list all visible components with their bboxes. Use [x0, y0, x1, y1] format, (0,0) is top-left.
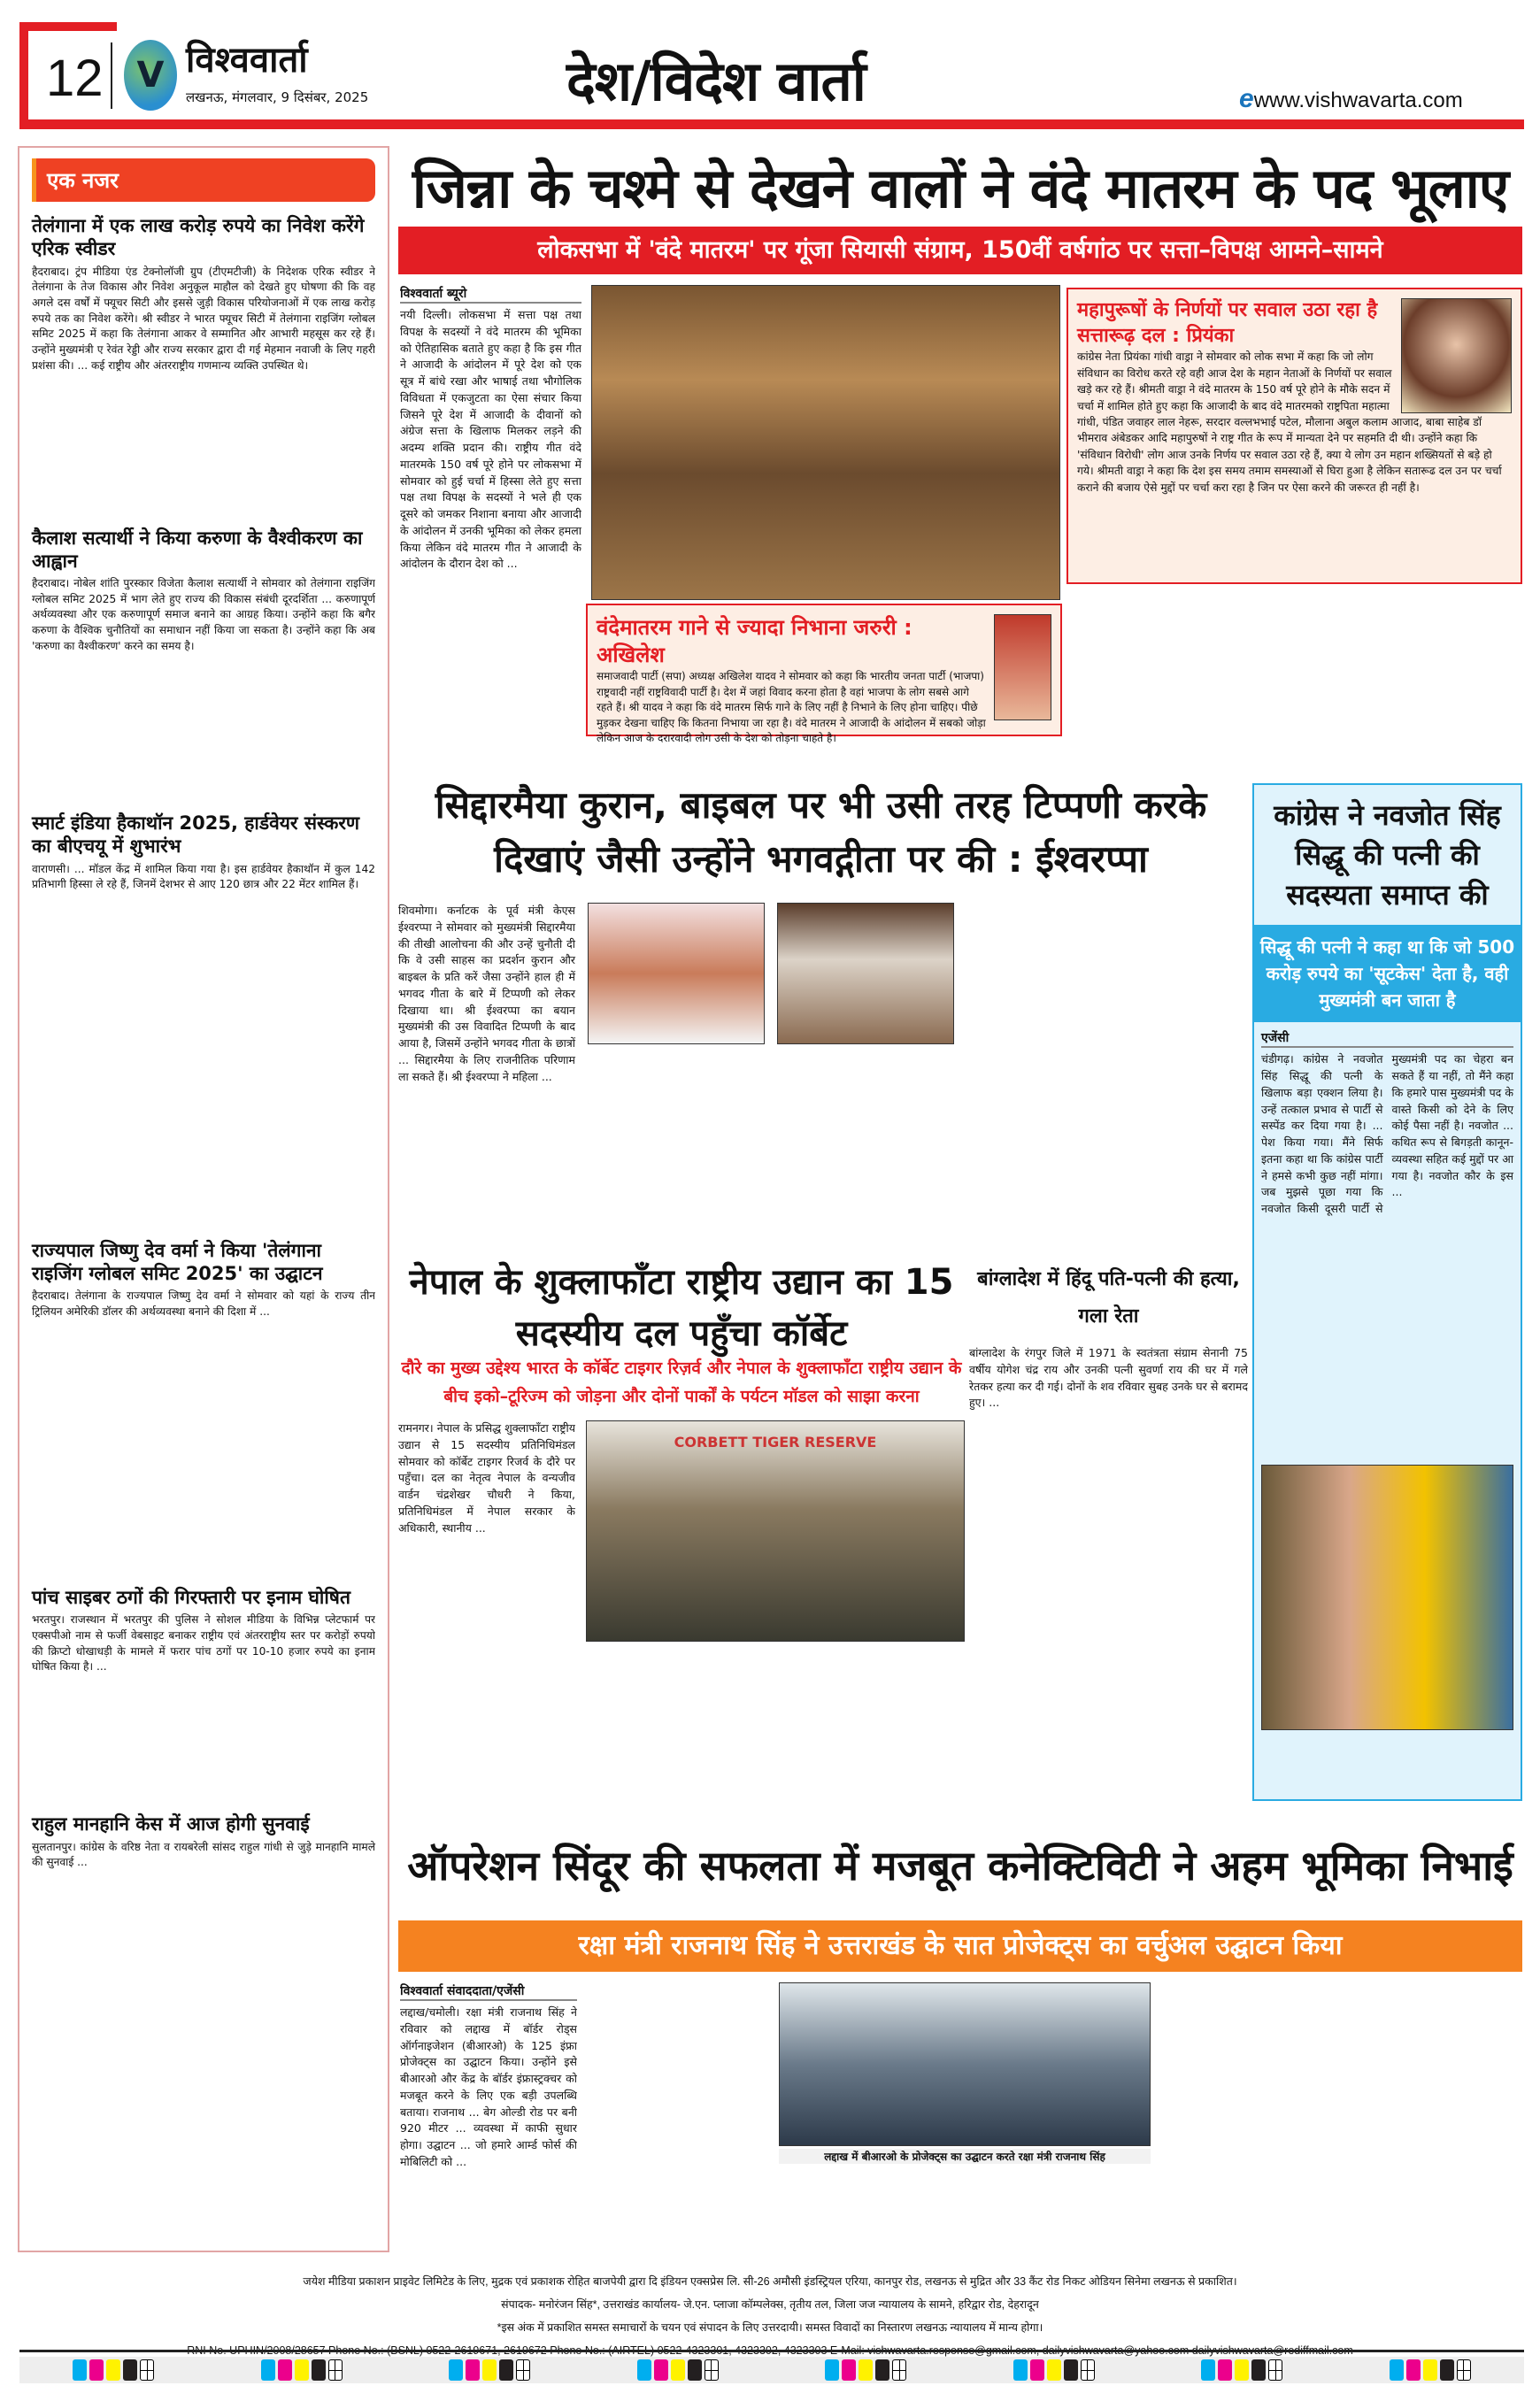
color-swatch-magenta	[278, 2359, 292, 2381]
color-swatch-group	[73, 2359, 154, 2381]
registration-mark-icon	[140, 2359, 154, 2381]
ishwarappa-body: शिवमोगा। कर्नाटक के पूर्व मंत्री केएस ईश्वरप्पा ने सोमवार को मुख्यमंत्री सिद्दारमैया की तीखी आलोचना की और उन्हें चुनौती दी कि वे उसी साहस का प्रदर्शन कुरान और बाइबल के प्रति करें जैसा उन्होंने हाल ही में भगवद गीता के बारे में टिप्पणी को लेकर दिखाया था। श्री ईश्वरप्पा का बयान मुख्यमंत्री की उस विवादित टिप्पणी के बाद आया है, जिसमें उन्होंने भगवद गीता के छात्रों ... सिद्दारमैया के लिए राजनीतिक परिणाम ला सकते हैं। श्री ईश्वरप्पा ने महिला ...	[398, 904, 575, 1083]
header-rule	[19, 119, 1524, 129]
color-swatch-magenta	[1406, 2359, 1421, 2381]
lead-byline: विश्ववार्ता ब्यूरो	[400, 285, 581, 304]
color-swatch-group	[1201, 2359, 1282, 2381]
priyanka-headline: महापुरूषों के निर्णयों पर सवाल उठा रहा है सत्तारूढ़ दल : प्रियंका	[1077, 299, 1378, 347]
section-title: देश/विदेश वार्ता	[566, 49, 866, 113]
sidhu-byline: एजेंसी	[1261, 1029, 1513, 1048]
page-number: 12	[46, 50, 104, 107]
priyanka-box	[1066, 288, 1522, 584]
ishwarappa-article	[398, 903, 1244, 1248]
akhilesh-headline: वंदेमातरम गाने से ज्यादा निभाना जरुरी : अखिलेश	[597, 615, 912, 668]
color-swatch-yellow	[1047, 2359, 1061, 2381]
color-swatch-cyan	[825, 2359, 839, 2381]
lead-body: नयी दिल्ली। लोकसभा में सत्ता पक्ष तथा विपक्ष के सदस्यों ने वंदे मातरम की भूमिका को ऐतिहासिक बताते हुए कहा है कि इस गीत ने आजादी के आंदोलन में पूरे देश को एक सूत्र में बांधे रखा और भाषाई तथा भौगोलिक विविधता में एकजुटता का ऐसा संचार किया जिसने पूरे देश में आजादी के दीवानों को अंग्रेज सत्ता के खिलाफ मिलकर लड़ने की अदम्य शक्ति प्रदान की। राष्ट्रीय गीत वंदे मातरमके 150 वर्ष पूरे होने पर लोकसभा में सोमवार को हुई चर्चा में हिस्सा लेते हुए सत्ता पक्ष तथा विपक्ष के सदस्यों ने भले ही एक दूसरे को जमकर निशाना बनाया और आजादी के आंदोलन में उनकी भूमिका को लेकर हमला किया लेकिन वंदे मातरम गीत ने आजादी के आंदोलन के दौरान देश को ...	[400, 308, 581, 571]
brief-body: सुलतानपुर। कांग्रेस के वरिष्ठ नेता व रायबरेली सांसद राहुल गांधी से जुड़े मानहानि मामले की सुनवाई ...	[32, 1840, 375, 1869]
color-swatch-group	[825, 2359, 906, 2381]
brief-headline: कैलाश सत्यार्थी ने किया करुणा के वैश्वीकरण का आह्वान	[32, 527, 363, 572]
color-swatch-group	[637, 2359, 719, 2381]
nepal-body: रामनगर। नेपाल के प्रसिद्ध शुक्लाफाँटा राष्ट्रीय उद्यान से 15 सदस्यीय प्रतिनिधिमंडल सोमवार को कॉर्बेट टाइगर रिजर्व के दौरे पर पहुँचा। दल का नेतृत्व नेपाल के वन्यजीव वार्डन चंद्रशेखर चौधरी ने किया, प्रतिनिधिमंडल में नेपाल सरकार के अधिकारी, स्थानीय ...	[398, 1421, 575, 1535]
imprint-line: *इस अंक में प्रकाशित समस्त समाचारों के चयन एवं संपादन के लिए उत्तरदायी। समस्त विवादों का निस्तारण लखनऊ न्यायालय में मान्य होगा।	[497, 2321, 1043, 2334]
brief-item	[32, 1239, 375, 1581]
color-swatch-yellow	[482, 2359, 497, 2381]
color-swatch-black	[1064, 2359, 1078, 2381]
ishwarappa-headline: सिद्दारमैया कुरान, बाइबल पर भी उसी तरह टिप्पणी करके दिखाएं जैसी उन्होंने भगवद्गीता पर की : ईश्वरप्पा	[435, 783, 1207, 881]
brief-body: हैदराबाद। नोबेल शांति पुरस्कार विजेता कैलाश सत्यार्थी ने सोमवार को तेलंगाना राइजिंग ग्लोबल समिट 2025 में भाग लेते हुए राज्य की विकास संबंधी दूरदर्शिता ... करुणापूर्ण अर्थव्यवस्था और एक करुणापूर्ण समाज बनाने का आग्रह किया। उन्होंने कहा कि बगैर करुणा के वैश्विक चुनौतियों का समाधान नहीं किया जा सकता है। उन्होंने कहा कि अब 'करुणा का वैश्वीकरण' करने का समय है।	[32, 577, 375, 652]
color-swatch-magenta	[89, 2359, 104, 2381]
color-swatch-black	[688, 2359, 702, 2381]
website-link[interactable]	[1239, 84, 1463, 114]
color-swatch-yellow	[1235, 2359, 1249, 2381]
color-swatch-black	[1440, 2359, 1454, 2381]
lead-article	[400, 285, 581, 763]
siddaramaiah-photo	[777, 903, 954, 1044]
color-swatch-magenta	[1218, 2359, 1232, 2381]
imprint	[0, 2270, 1540, 2362]
corbett-photo: CORBETT TIGER RESERVE	[586, 1420, 965, 1642]
registration-mark-icon	[1457, 2359, 1471, 2381]
browser-icon: e	[1239, 84, 1254, 113]
website-url: www.vishwavarta.com	[1253, 88, 1463, 112]
color-swatch-black	[312, 2359, 326, 2381]
sidhu-box	[1252, 783, 1522, 1801]
akhilesh-photo	[994, 614, 1051, 720]
nepal-article	[398, 1420, 965, 1810]
color-swatch-magenta	[654, 2359, 668, 2381]
registration-mark-icon	[1081, 2359, 1095, 2381]
color-swatch-magenta	[842, 2359, 856, 2381]
header-frame	[19, 22, 28, 128]
lead-subhead: लोकसभा में 'वंदे मातरम' पर गूंजा सियासी संग्राम, 150वीं वर्षगांठ पर सत्ता–विपक्ष आमने–सामने	[398, 227, 1522, 274]
bangladesh-headline: बांग्लादेश में हिंदू पति-पत्नी की हत्या, गला रेता	[977, 1268, 1240, 1327]
brief-item	[32, 527, 375, 807]
photo-caption: लद्दाख में बीआरओ के प्रोजेक्ट्स का उद्घाटन करते रक्षा मंत्री राजनाथ सिंह	[779, 2149, 1151, 2164]
color-swatch-yellow	[859, 2359, 873, 2381]
sindoor-byline: विश्ववार्ता संवाददाता/एजेंसी	[400, 1982, 577, 2001]
sidhu-subhead: सिद्धू की पत्नी ने कहा था कि जो 500 करोड़ रुपये का 'सूटकेस' देता है, वही मुख्यमंत्री बन जाता है	[1254, 925, 1521, 1022]
rajnath-photo	[779, 1982, 1151, 2146]
footer-rule	[19, 2350, 1524, 2352]
color-swatch-group	[261, 2359, 343, 2381]
brief-item	[32, 812, 375, 1234]
color-swatch-group	[1013, 2359, 1095, 2381]
bangladesh-body: बांग्लादेश के रंगपुर जिले में 1971 के स्वतंत्रता संग्राम सेनानी 75 वर्षीय योगेश चंद्र राय और उनकी पत्नी सुवर्णा राय की घर में गले रेतकर हत्या कर दी गई। दोनों के शव रविवार सुबह उनके घर से बरामद हुए। ...	[969, 1346, 1248, 1410]
color-swatch-yellow	[295, 2359, 309, 2381]
brief-body: भरतपुर। राजस्थान में भरतपुर की पुलिस ने सोशल मीडिया के विभिन्न प्लेटफार्म पर एक्सपीओ नाम से फर्जी वेबसाइट बनाकर राष्ट्रीय एवं अंतरराष्ट्रीय स्तर पर करोड़ों रुपयो की क्रिप्टो धोखाधड़ी के मामले में फरार पांच ठगों पर 10-10 हजार रुपये का इनाम घोषित किया है। ...	[32, 1613, 375, 1674]
registration-mark-icon	[328, 2359, 343, 2381]
registration-mark-icon	[892, 2359, 906, 2381]
color-swatch-black	[875, 2359, 889, 2381]
color-swatch-magenta	[1030, 2359, 1044, 2381]
brief-headline: राज्यपाल जिष्णु देव वर्मा ने किया 'तेलंगाना राइजिंग ग्लोबल समिट 2025' का उद्घाटन	[32, 1239, 323, 1284]
akhilesh-box	[586, 604, 1062, 744]
brief-body: वाराणसी। ... मॉडल केंद्र में शामिल किया गया है। इस हार्डवेयर हैकाथॉन में कुल 142 प्रतिभागी हिस्सा ले रहे हैं, जिनमें देशभर से आए 120 छात्र और 22 मेंटर शामिल हैं।	[32, 862, 375, 891]
brief-headline: राहुल मानहानि केस में आज होगी सुनवाई	[32, 1813, 310, 1835]
registration-mark-icon	[705, 2359, 719, 2381]
priyanka-photo	[1401, 298, 1512, 413]
lok-sabha-photo	[591, 285, 1060, 600]
ishwarappa-photo	[588, 903, 765, 1044]
color-swatch-magenta	[466, 2359, 480, 2381]
color-registration-strip	[19, 2357, 1524, 2383]
color-swatch-black	[1251, 2359, 1266, 2381]
brief-item	[32, 1586, 375, 1807]
color-swatch-cyan	[261, 2359, 275, 2381]
sidhu-couple-photo	[1261, 1465, 1513, 1730]
registration-mark-icon	[1268, 2359, 1282, 2381]
sindoor-body: लद्दाख/चमोली। रक्षा मंत्री राजनाथ सिंह ने रविवार को लद्दाख में बॉर्डर रोड्स ऑर्गनाइजेशन (बीआरओ) के 125 इंफ्रा प्रोजेक्ट्स का उद्घाटन किया। उन्होंने इसे बीआरओ और केंद्र के बॉर्डर इंफ्रास्ट्रक्चर को मजबूत करने के लिए एक बड़ी उपलब्धि बताया। राजनाथ ... बेग ओल्डी रोड पर बनी 920 मीटर ... व्यवस्था में काफी सुधार होगा। उद्घाटन ... जो हमारे आर्म्ड फोर्स की मोबिलिटी को ...	[400, 2005, 577, 2168]
color-swatch-cyan	[1201, 2359, 1215, 2381]
priyanka-body: कांग्रेस नेता प्रियंका गांधी वाड्रा ने सोमवार को लोक सभा में कहा कि जो लोग संविधान का विरोध करते रहे वही आज देश के महान नेताओं के निर्णयों पर सवाल खड़े कर रहे हैं। श्रीमती वाड्रा ने वंदे मातरम के 150 वर्ष पूरे होने के मौके सदन में चर्चा में शामिल होते हुए कहा कि आजादी के बाद वंदे मातरमको राष्ट्रपिता महात्मा गांधी, पंडित जवाहर लाल नेहरू, सरदार वल्लभभाई पटेल, मौलाना अबुल कलाम आजाद, बाबा साहेब डॉ भीमराव अंबेडकर आदि महापुरुषों ने राष्ट्र गीत के रूप में मान्यता देने पर सहमति दी थी। उन्होंने कहा कि 'संविधान विरोधी' लोग आज उनके निर्णय पर सवाल उठा रहे हैं, क्या ये लोग उन महान शख्सियतों से बड़े हो गये। श्रीमती वाड्रा ने कहा कि देश इस समय तमाम समस्याओं से घिरा हुआ है लेकिन सतारूढ दल उन पर चर्चा कराने की बजाय ऐसे मुद्दों पर चर्चा करा रहा है जिन पर ऐसा करने की जरूरत ही नहीं है।	[1077, 350, 1502, 494]
brief-body: हैदराबाद। ट्रंप मीडिया एंड टेक्नोलॉजी ग्रुप (टीएमटीजी) के निदेशक एरिक स्वीडर ने तेलंगाना के तेज विकास और निवेश अनुकूल माहौल को देखते हुए घोषणा की कि वह अगले दस वर्षों में फ्यूचर सिटी और इससे जुड़ी विकास परियोजनाओं में एक लाख करोड़ रुपये तक का निवेश करेंगे। श्री स्वीडर ने भारत फ्यूचर सिटी में तेलंगाना राइजिंग ग्लोबल समिट 2025 में कहा कि तेलंगाना आकर वे सम्मानित और आभारी महसूस कर रहे हैं। उन्होंने मुख्यमंत्री ए रेवंत रेड्डी और राज्य सरकार द्वारा दी गई मेहमान नवाजी के लिए गहरी प्रशंसा की। ... कई राष्ट्रीय और अंतरराष्ट्रीय गणमान्य व्यक्ति उपस्थित थे।	[32, 265, 375, 372]
imprint-line: संपादक- मनोरंजन सिंह*, उत्तराखंड कार्यालय- जे.एन. प्लाजा कॉम्पलेक्स, तृतीय तल, जिला जज न्यायालय के सामने, हरिद्वार रोड, देहरादून	[501, 2298, 1039, 2311]
header-corner	[19, 22, 117, 31]
nepal-headline: नेपाल के शुक्लाफाँटा राष्ट्रीय उद्यान का 15 सदस्यीय दल पहुँचा कॉर्बेट	[409, 1262, 954, 1354]
brief-item	[32, 214, 375, 521]
lead-headline: जिन्ना के चश्मे से देखने वालों ने वंदे मातरम के पद भूलाए	[412, 156, 1509, 220]
brief-body: हैदराबाद। तेलंगाना के राज्यपाल जिष्णु देव वर्मा ने सोमवार को यहां के राज्य तीन ट्रिलियन अमेरिकी डॉलर की अर्थव्यवस्था बनाने की दिशा में ...	[32, 1289, 375, 1318]
brief-headline: पांच साइबर ठगों की गिरफ्तारी पर इनाम घोषित	[32, 1587, 350, 1608]
color-swatch-yellow	[671, 2359, 685, 2381]
color-swatch-black	[123, 2359, 137, 2381]
sidhu-headline: कांग्रेस ने नवजोत सिंह सिद्धू की पत्नी की सदस्यता समाप्त की	[1274, 798, 1501, 912]
dateline: लखनऊ, मंगलवार, 9 दिसंबर, 2025	[186, 89, 369, 105]
color-swatch-yellow	[1423, 2359, 1437, 2381]
sindoor-article	[400, 1982, 577, 2248]
paper-logo: V	[124, 40, 177, 111]
sindoor-headline: ऑपरेशन सिंदूर की सफलता में मजबूत कनेक्टिविटी ने अहम भूमिका निभाई	[407, 1842, 1513, 1889]
brief-headline: स्मार्ट इंडिया हैकाथॉन 2025, हार्डवेयर संस्करण का बीएचयू में शुभारंभ	[32, 812, 360, 858]
color-swatch-group	[1390, 2359, 1471, 2381]
imprint-line: जयेश मीडिया प्रकाशन प्राइवेट लिमिटेड के लिए, मुद्रक एवं प्रकाशक रोहित बाजपेयी द्वारा दि इंडियन एक्सप्रेस लि. सी-26 अमौसी इंडस्ट्रियल एरिया, कानपुर रोड, लखनऊ से मुद्रित और 33 कैंट रोड निकट ओडियन सिनेमा लखनऊ से प्रकाशित।	[303, 2275, 1237, 2288]
akhilesh-body: समाजवादी पार्टी (सपा) अध्यक्ष अखिलेश यादव ने सोमवार को कहा कि भारतीय जनता पार्टी (भाजपा) राष्ट्रवादी नहीं राष्ट्रविवादी पार्टी है। देश में जहां विवाद करना होता है वहां भाजपा के लोग सबसे आगे रहते हैं। श्री यादव ने कहा कि वंदे मातरम सिर्फ गाने के लिए नहीं है निभाने के लिए होना चाहिए। पीछे मुड़कर देखना चाहिए कि कितना निभाया जा रहा है। वंदे मातरम ने आजादी के आंदोलन में सबको जोड़ा लेकिन आज के दरारवादी लोग उसी के देश को तोड़ना चाहते है।	[597, 670, 986, 744]
color-swatch-black	[499, 2359, 513, 2381]
brief-item	[32, 1812, 375, 1871]
color-swatch-cyan	[449, 2359, 463, 2381]
ek-nazar-label: एक नजर	[32, 158, 375, 202]
color-swatch-yellow	[106, 2359, 120, 2381]
color-swatch-cyan	[73, 2359, 87, 2381]
color-swatch-group	[449, 2359, 530, 2381]
nepal-subhead: दौरे का मुख्य उद्देश्य भारत के कॉर्बेट टाइगर रिज़र्व और नेपाल के शुक्लाफाँटा राष्ट्रीय उद्यान के बीच इको–टूरिज्म को जोड़ना और दोनों पार्कों के पर्यटन मॉडल को साझा करना	[401, 1358, 962, 1407]
color-swatch-cyan	[1390, 2359, 1404, 2381]
brief-headline: तेलंगाना में एक लाख करोड़ रुपये का निवेश करेंगे एरिक स्वीडर	[32, 215, 365, 260]
sidhu-body: चंडीगढ़। कांग्रेस ने नवजोत सिंह सिद्धू की पत्नी के खिलाफ बड़ा एक्शन लिया है। उन्हें तत्काल प्रभाव से पार्टी से सस्पेंड कर दिया गया है। ... पेश किया गया। मैंने सिर्फ इतना कहा था कि कांग्रेस पार्टी ने हमसे कभी कुछ नहीं मांगा। जब मुझसे पूछा गया कि नवजोत किसी दूसरी पार्टी से मुख्यमंत्री पद का चेहरा बन सकते हैं या नहीं, तो मैंने कहा कि हमारे पास मुख्यमंत्री पद के वास्ते किसी को देने के लिए कोई पैसा नहीं है। नवजोत ... कथित रूप से बिगड़ती कानून-व्यवस्था सहित कई मुद्दों पर आ गया है। नवजोत कौर के इस ...	[1261, 1052, 1513, 1216]
sindoor-subhead: रक्षा मंत्री राजनाथ सिंह ने उत्तराखंड के सात प्रोजेक्ट्स का वर्चुअल उद्घाटन किया	[398, 1920, 1522, 1972]
ek-nazar-column	[18, 146, 389, 2252]
color-swatch-cyan	[637, 2359, 651, 2381]
registration-mark-icon	[516, 2359, 530, 2381]
color-swatch-cyan	[1013, 2359, 1028, 2381]
paper-name: विश्ववार्ता	[186, 39, 308, 81]
divider	[111, 42, 112, 109]
